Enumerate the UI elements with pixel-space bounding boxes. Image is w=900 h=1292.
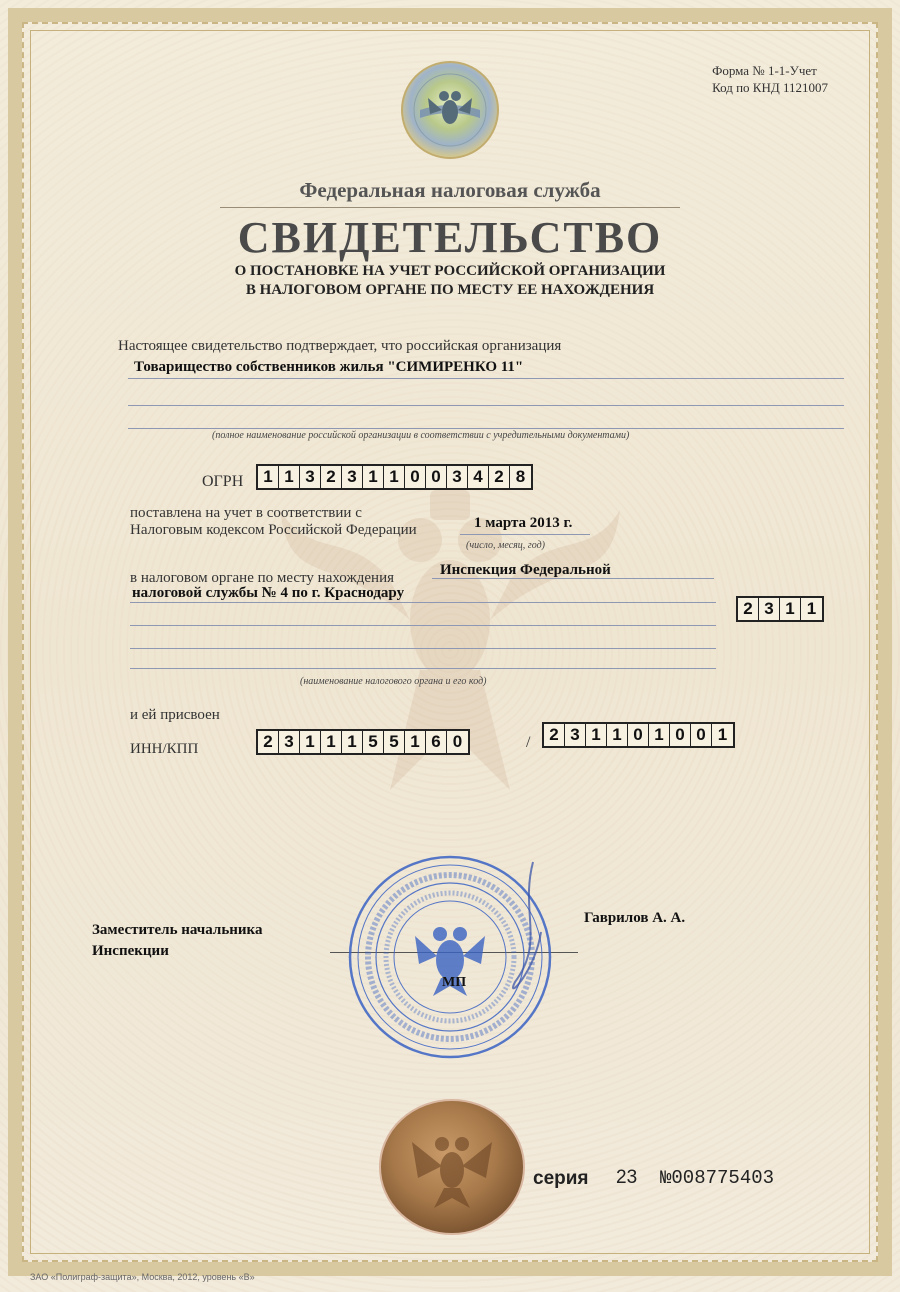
document-subtitle xyxy=(0,262,900,300)
agency-name: Федеральная налоговая служба xyxy=(299,178,601,202)
inn-digit-cell: 0 xyxy=(452,732,463,751)
registration-line-2: Налоговым кодексом Российской Федерации xyxy=(130,522,417,538)
form-number: Форма № 1-1-Учет xyxy=(712,63,817,78)
organization-rule-2 xyxy=(128,405,844,406)
tax-authority-rule-4 xyxy=(130,648,716,649)
tax-authority-rule-1 xyxy=(432,578,714,579)
tax-authority-hint: (наименование налогового органа и его код) xyxy=(300,676,487,687)
tax-authority-name-line-2: налоговой службы № 4 по г. Краснодару xyxy=(132,585,405,601)
subtitle-line-1: О ПОСТАНОВКЕ НА УЧЕТ РОССИЙСКОЙ ОРГАНИЗАЦИИ xyxy=(234,263,666,279)
inn-digit-cell: 2 xyxy=(258,731,279,753)
ogrn-digit-cell: 3 xyxy=(300,466,321,488)
hologram-emblem-icon xyxy=(400,60,500,160)
inn-kpp-label: ИНН/КПП xyxy=(130,741,199,757)
inn-digit-cell: 3 xyxy=(279,731,300,753)
tax-authority-label: в налоговом органе по месту нахождения xyxy=(130,570,395,586)
ogrn-label: ОГРН xyxy=(202,473,244,490)
subtitle-line-2: В НАЛОГОВОМ ОРГАНЕ ПО МЕСТУ ЕЕ НАХОЖДЕНИЯ xyxy=(245,282,655,298)
organization-intro: Настоящее свидетельство подтверждает, что российская организация xyxy=(118,338,562,354)
ogrn-digit-cell: 1 xyxy=(258,466,279,488)
tax-code-digit-cell: 3 xyxy=(759,598,780,620)
inn-digit-cell: 5 xyxy=(384,731,405,753)
series-label: серия xyxy=(533,1168,589,1189)
inn-digit-cell: 1 xyxy=(300,731,321,753)
ogrn-digit-cell: 3 xyxy=(447,466,468,488)
registration-date-rule xyxy=(460,534,590,535)
kpp-digit-cell: 0 xyxy=(670,724,691,746)
ogrn-digit-cell: 2 xyxy=(489,466,510,488)
kpp-digit-cell: 3 xyxy=(565,724,586,746)
tax-authority-name-line-1: Инспекция Федеральной xyxy=(440,562,611,578)
ogrn-digits xyxy=(256,464,533,490)
inn-digit-cell: 5 xyxy=(363,731,384,753)
kpp-digit-cell: 1 xyxy=(649,724,670,746)
inn-digits xyxy=(256,729,470,755)
inn-kpp-separator: / xyxy=(526,734,531,751)
knd-code: Код по КНД 1121007 xyxy=(712,80,828,95)
registration-line-1: поставлена на учет в соответствии с xyxy=(130,505,362,521)
printer-footer: ЗАО «Полиграф-защита», Москва, 2012, уровень «В» xyxy=(30,1272,255,1282)
kpp-digit-cell: 0 xyxy=(691,724,712,746)
kpp-digits xyxy=(542,722,735,748)
registration-date: 1 марта 2013 г. xyxy=(474,515,573,531)
tax-code-digit-cell: 2 xyxy=(738,598,759,620)
tax-authority-rule-5 xyxy=(130,668,716,669)
organization-name-hint: (полное наименование российской организации в соответствии с учредительными документами) xyxy=(212,430,630,441)
assigned-label: и ей присвоен xyxy=(130,707,220,723)
inn-digit-cell: 1 xyxy=(405,731,426,753)
mp-mark: МП xyxy=(442,975,467,990)
ogrn-digit-cell: 4 xyxy=(468,466,489,488)
registration-date-hint: (число, месяц, год) xyxy=(466,540,545,551)
series-code: 23 xyxy=(616,1167,638,1188)
document-title: СВИДЕТЕЛЬСТВО xyxy=(237,213,663,262)
ogrn-digit-cell: 8 xyxy=(515,467,526,486)
ogrn-digit-cell: 2 xyxy=(321,466,342,488)
tax-code-digit-cell: 1 xyxy=(780,598,801,620)
organization-name: Товарищество собственников жилья "СИМИРЕНКО 11" xyxy=(134,359,524,375)
ogrn-digit-cell: 3 xyxy=(342,466,363,488)
signatory-name: Гаврилов А. А. xyxy=(584,910,686,926)
tax-authority-rule-2 xyxy=(130,602,716,603)
tax-authority-rule-3 xyxy=(130,625,716,626)
form-identifier xyxy=(712,62,828,96)
inn-digit-cell: 6 xyxy=(426,731,447,753)
bronze-seal-icon xyxy=(378,1098,526,1236)
inn-digit-cell: 1 xyxy=(342,731,363,753)
ogrn-digit-cell: 0 xyxy=(426,466,447,488)
organization-rule-3 xyxy=(128,428,844,429)
kpp-digit-cell: 2 xyxy=(544,724,565,746)
organization-rule-1 xyxy=(128,378,844,379)
signatory-position-line-1: Заместитель начальника xyxy=(92,922,263,938)
ogrn-digit-cell: 1 xyxy=(363,466,384,488)
kpp-digit-cell: 1 xyxy=(586,724,607,746)
ogrn-digit-cell: 1 xyxy=(384,466,405,488)
kpp-digit-cell: 1 xyxy=(607,724,628,746)
kpp-digit-cell: 0 xyxy=(628,724,649,746)
kpp-digit-cell: 1 xyxy=(717,725,728,744)
series-number: №008775403 xyxy=(660,1167,775,1189)
inn-digit-cell: 1 xyxy=(321,731,342,753)
tax-code-digit-cell: 1 xyxy=(806,599,817,618)
ogrn-digit-cell: 1 xyxy=(279,466,300,488)
title-underline xyxy=(220,207,680,208)
ogrn-digit-cell: 0 xyxy=(405,466,426,488)
signatory-position-line-2: Инспекции xyxy=(92,943,169,959)
official-stamp-icon xyxy=(345,852,555,1062)
tax-authority-code-digits xyxy=(736,596,824,622)
